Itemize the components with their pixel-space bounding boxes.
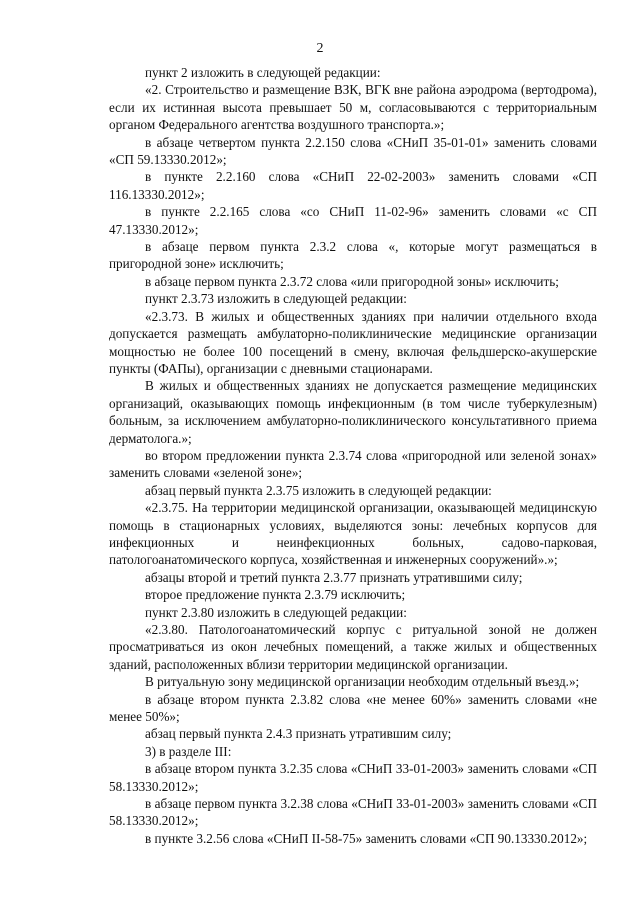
paragraph: в абзаце первом пункта 3.2.38 слова «СНиП 33-01-2003» заменить словами «СП 58.13330.2012»; [109, 796, 597, 829]
paragraph: 3) в разделе III: [145, 743, 232, 759]
paragraph: В жилых и общественных зданиях не допускается размещение медицинских организаций, оказывающих помощь инфекционным (в том числе туберкулезным) больным, за исключением амбулаторно-поликлинического консультативного приема дерматолога.»; [109, 378, 597, 446]
paragraph: в пункте 2.2.160 слова «СНиП 22-02-2003» заменить словами «СП 116.13330.2012»; [109, 169, 597, 202]
paragraph: второе предложение пункта 2.3.79 исключить; [145, 587, 406, 603]
paragraph: в пункте 2.2.165 слова «со СНиП 11-02-96» заменить словами «с СП 47.13330.2012»; [109, 204, 597, 237]
paragraph: в пункте 3.2.56 слова «СНиП II-58-75» заменить словами «СП 90.13330.2012»; [145, 830, 588, 846]
paragraph: в абзаце первом пункта 2.3.2 слова «, которые могут размещаться в пригородной зоне» исключить; [109, 239, 597, 272]
paragraph: В ритуальную зону медицинской организации необходим отдельный въезд.»; [145, 674, 580, 690]
paragraph: во втором предложении пункта 2.3.74 слова «пригородной или зеленой зонах» заменить словами «зеленой зоне»; [109, 447, 597, 481]
paragraph: пункт 2.3.73 изложить в следующей редакции: [145, 291, 407, 307]
paragraph: «2.3.80. Патологоанатомический корпус с ритуальной зоной не должен просматриваться из окон лечебных помещений, а также жилых и общественных зданий, расположенных вблизи территории медицинской организации. [109, 622, 597, 672]
paragraph: «2.3.75. На территории медицинской организации, оказывающей медицинскую помощь в стационарных условиях, выделяются зоны: лечебных корпусов для инфекционных и неинфекционных больных, садово-парковая, патологоанатомического корпуса, хозяйственная и инженерных сооружений».»; [109, 500, 597, 568]
paragraph: абзац первый пункта 2.3.75 изложить в следующей редакции: [145, 482, 492, 498]
paragraph: в абзаце втором пункта 3.2.35 слова «СНиП 33-01-2003» заменить словами «СП 58.13330.2012»; [109, 761, 597, 794]
paragraph: абзац первый пункта 2.4.3 признать утратившим силу; [145, 726, 452, 742]
page-number: 2 [316, 41, 324, 56]
paragraph: «2.3.73. В жилых и общественных зданиях при наличии отдельного входа допускается размещать амбулаторно-поликлинические медицинские организации мощностью не более 100 посещений в смену, включая фельдшерско-акушерские пункты (ФАПы), организации с дневными стационарами. [109, 308, 597, 376]
document-body [109, 64, 597, 847]
paragraph: в абзаце четвертом пункта 2.2.150 слова «СНиП 35-01-01» заменить словами «СП 59.13330.2012»; [109, 134, 597, 168]
paragraph: пункт 2.3.80 изложить в следующей редакции: [145, 604, 407, 620]
paragraph: пункт 2 изложить в следующей редакции: [145, 65, 381, 80]
paragraph: в абзаце первом пункта 2.3.72 слова «или пригородной зоны» исключить; [145, 273, 559, 289]
paragraph: в абзаце втором пункта 2.3.82 слова «не менее 60%» заменить словами «не менее 50%»; [109, 691, 597, 725]
paragraph: абзацы второй и третий пункта 2.3.77 признать утратившими силу; [145, 569, 523, 585]
paragraph: «2. Строительство и размещение ВЗК, ВГК вне района аэродрома (вертодрома), если их истинная высота превышает 50 м, согласовываются с территориальным органом Федерального агентства воздушного транспорта.»; [109, 82, 597, 133]
